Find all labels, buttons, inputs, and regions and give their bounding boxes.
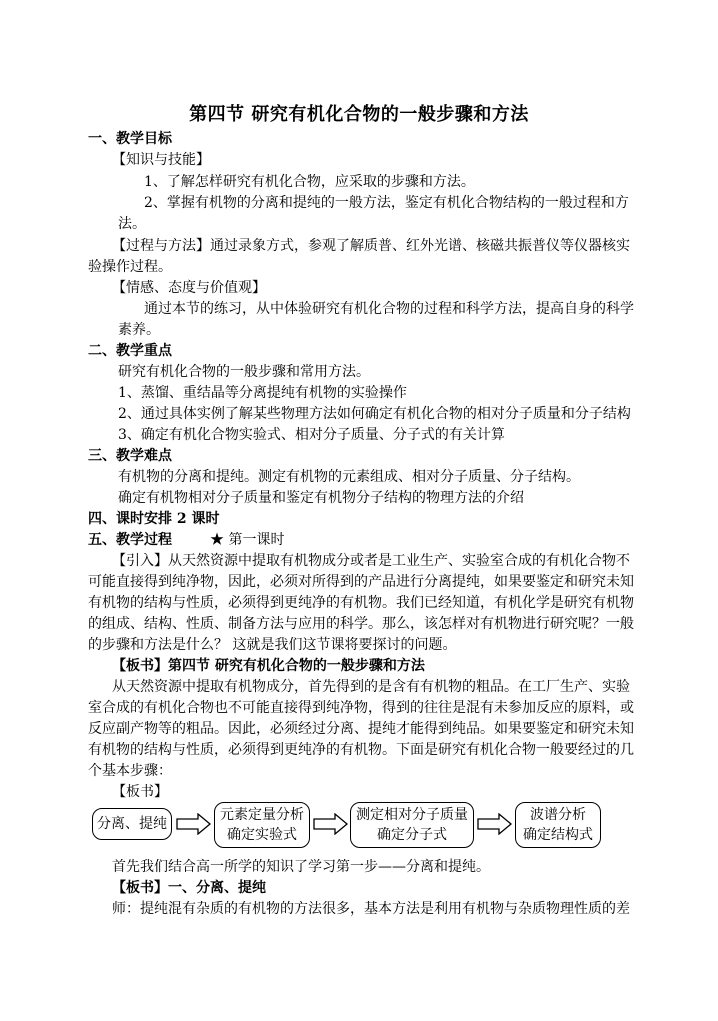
- flow-step-label: 确定分子式: [377, 827, 447, 843]
- body-paragraph: 首先我们结合高一所学的知识了学习第一步——分离和提纯。: [112, 859, 490, 875]
- intro-paragraph: 的组成、结构、性质、制备方法与应用的科学。那么，该怎样对有机物进行研究呢？一般: [88, 616, 634, 632]
- body-paragraph: 师：提纯混有杂质的有机物的方法很多，基本方法是利用有机物与杂质物理性质的差: [112, 901, 630, 917]
- emotion-values-paragraph: 通过本节的练习，从中体验研究有机化合物的过程和科学方法，提高自身的科学: [144, 301, 634, 317]
- body-paragraph: 个基本步骤：: [88, 763, 172, 779]
- page-title: 第四节 研究有机化合物的一般步骤和方法: [189, 104, 529, 125]
- intro-paragraph: 的步骤和方法是什么？ 这就是我们这节课将要探讨的问题。: [88, 637, 457, 653]
- difficulty-text: 确定有机物相对分子质量和鉴定有机物分子结构的物理方法的介绍: [118, 490, 524, 506]
- flow-step-label: 波谱分析: [530, 807, 586, 823]
- right-arrow-icon: [176, 813, 212, 835]
- body-paragraph: 有机物的结构与性质，必须得到更纯净的有机物。下面是研究有机化合物一般要经过的几: [88, 742, 634, 758]
- objective-item: 2、掌握有机物的分离和提纯的一般方法，鉴定有机化合物结构的一般过程和方: [144, 195, 629, 211]
- body-paragraph: 从天然资源中提取有机物成分，首先得到的是含有有机物的粗品。在工厂生产、实验: [112, 679, 630, 695]
- process-method-paragraph-continued: 验操作过程。: [88, 259, 172, 275]
- intro-paragraph: 可能直接得到纯净物，因此，必须对所得到的产品进行分离提纯，如果要鉴定和研究未知: [88, 574, 634, 590]
- key-point-item: 2、通过具体实例了解某些物理方法如何确定有机化合物的相对分子质量和分子结构: [118, 406, 631, 422]
- section-heading-difficulties: 三、教学难点: [88, 448, 172, 464]
- subheading-knowledge-skills: 【知识与技能】: [112, 152, 210, 168]
- key-point-item: 1、蒸馏、重结晶等分离提纯有机物的实验操作: [118, 385, 407, 401]
- flow-step-molecular-mass: [350, 802, 474, 848]
- section-heading-schedule: 四、课时安排 2 课时: [88, 511, 220, 527]
- difficulty-text: 有机物的分离和提纯。测定有机物的元素组成、相对分子质量、分子结构。: [118, 469, 580, 485]
- flow-step-separation-purification: [92, 808, 172, 840]
- board-heading: 【板书】一、分离、提纯: [112, 880, 266, 896]
- objective-item-continued: 法。: [118, 216, 146, 232]
- body-paragraph: 反应副产物等的粗品。因此，必须经过分离、提纯才能得到纯品。如果要鉴定和研究未知: [88, 721, 634, 737]
- section-heading-objectives: 一、教学目标: [88, 131, 172, 147]
- objective-item: 1、了解怎样研究有机化合物，应采取的步骤和方法。: [144, 174, 475, 190]
- intro-paragraph: 有机物的结构与性质，必须得到更纯净的有机物。我们已经知道，有机化学是研究有机物: [88, 595, 634, 611]
- section-heading-key-points: 二、教学重点: [88, 343, 172, 359]
- right-arrow-icon: [313, 813, 349, 835]
- board-heading: 【板书】第四节 研究有机化合物的一般步骤和方法: [112, 658, 425, 674]
- intro-paragraph: 【引入】从天然资源中提取有机物成分或者是工业生产、实验室合成的有机化合物不: [112, 553, 630, 569]
- subheading-emotion-values: 【情感、态度与价值观】: [112, 280, 266, 296]
- right-arrow-icon: [477, 813, 513, 835]
- body-paragraph: 室合成的有机化合物也不可能直接得到纯净物，得到的往往是混有未参加反应的原料，或: [88, 700, 634, 716]
- key-point-text: 研究有机化合物的一般步骤和常用方法。: [118, 364, 370, 380]
- board-label: 【板书】: [112, 784, 168, 800]
- first-lesson-label: ★ 第一课时: [210, 532, 285, 548]
- process-method-paragraph: 【过程与方法】通过录象方式，参观了解质普、红外光谱、核磁共振普仪等仪器核实: [112, 238, 630, 254]
- key-point-item: 3、确定有机化合物实验式、相对分子质量、分子式的有关计算: [118, 427, 505, 443]
- flow-step-label: 确定结构式: [523, 827, 593, 843]
- flow-step-spectral-analysis: [515, 802, 601, 848]
- flow-step-label: 分离、提纯: [97, 816, 167, 832]
- flow-step-label: 元素定量分析: [220, 807, 304, 823]
- flow-step-elemental-analysis: [214, 802, 310, 848]
- emotion-values-paragraph-continued: 素养。: [118, 322, 160, 338]
- section-heading-process: 五、教学过程: [88, 532, 172, 548]
- flow-step-label: 测定相对分子质量: [356, 807, 468, 823]
- flow-step-label: 确定实验式: [227, 827, 297, 843]
